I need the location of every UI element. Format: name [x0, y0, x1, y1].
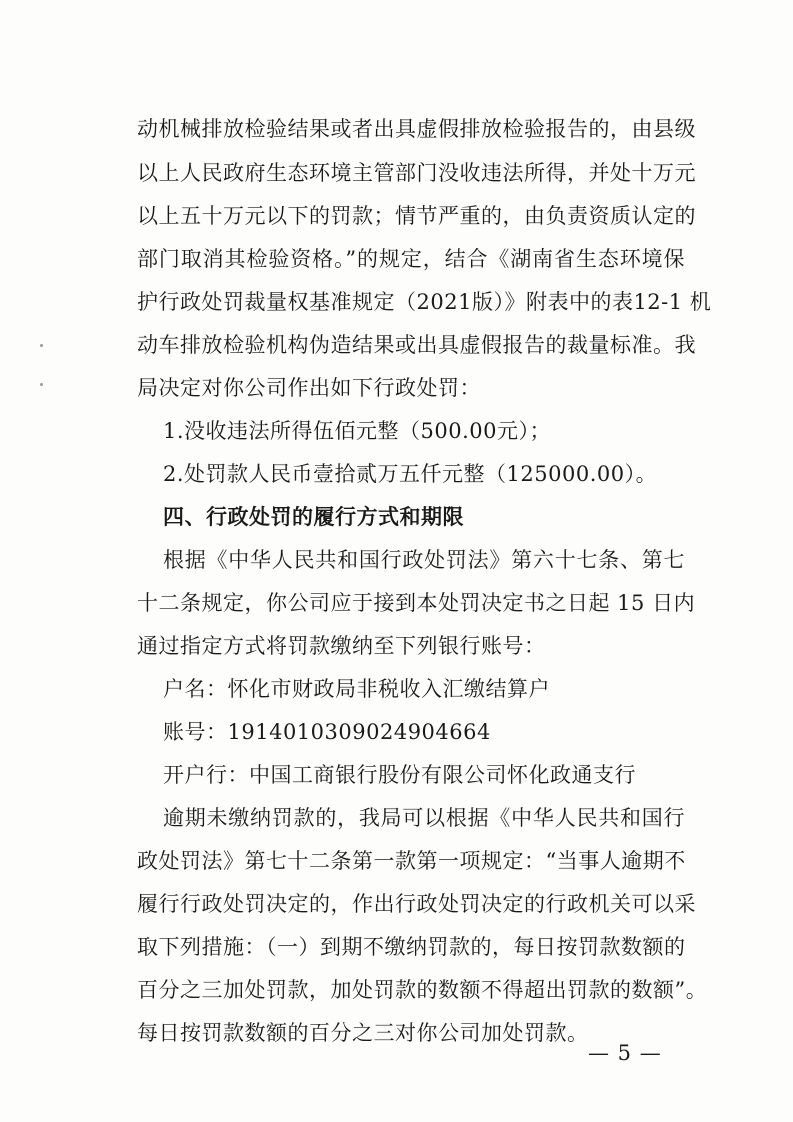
body-line: 动机械排放检验结果或者出具虚假排放检验报告的，由县级	[137, 117, 696, 141]
body-line: 政处罚法》第七十二条第一款第一项规定：“当事人逾期不	[137, 849, 686, 873]
penalty-item-2: 2.处罚款人民币壹拾贰万五仟元整（125000.00）。	[163, 462, 658, 486]
body-line: 百分之三加处罚款，加处罚款的数额不得超出罚款的数额”。	[137, 978, 708, 1002]
account-number: 账号：19140103090249046​64	[163, 720, 491, 744]
margin-mark-dot	[40, 383, 43, 386]
account-bank: 开户行：中国工商银行股份有限公司怀化政通支行	[163, 763, 636, 787]
body-line: 动车排放检验机构伪造结果或出具虚假报告的裁量标准。我	[137, 333, 696, 357]
penalty-item-1: 1.没收违法所得伍佰元整（500.00元）；	[163, 419, 552, 443]
body-line: 取下列措施：（一）到期不缴纳罚款的，每日按罚款数额的	[137, 935, 686, 959]
page-number: — 5 —	[588, 1041, 662, 1065]
body-line: 逾期未缴纳罚款的，我局可以根据《中华人民共和国行	[163, 806, 685, 830]
body-line: 局决定对你公司作出如下行政处罚：	[137, 376, 481, 400]
body-line: 以上人民政府生态环境主管部门没收违法所得，并处十万元	[137, 161, 696, 185]
body-line: 护行政处罚裁量权基准规定（2021版）》附表中的表12-1 机	[137, 290, 712, 314]
body-line: 十二条规定，你公司应于接到本处罚决定书之日起 15 日内	[137, 591, 696, 615]
body-line: 以上五十万元以下的罚款；情节严重的，由负责资质认定的	[137, 204, 696, 228]
section-heading: 四、行政处罚的履行方式和期限	[163, 505, 464, 529]
body-line: 履行行政处罚决定的，作出行政处罚决定的行政机关可以采	[137, 892, 696, 916]
body-line: 根据《中华人民共和国行政处罚法》第六十七条、第七	[163, 548, 685, 572]
margin-mark-dot	[40, 344, 43, 347]
body-line: 每日按罚款数额的百分之三对你公司加处罚款。	[137, 1021, 589, 1045]
account-name: 户名：怀化市财政局非税收入汇缴结算户	[163, 677, 550, 701]
body-line: 通过指定方式将罚款缴纳至下列银行账号：	[137, 634, 546, 658]
body-line: 部门取消其检验资格。”的规定，结合《湖南省生态环境保	[137, 247, 685, 271]
